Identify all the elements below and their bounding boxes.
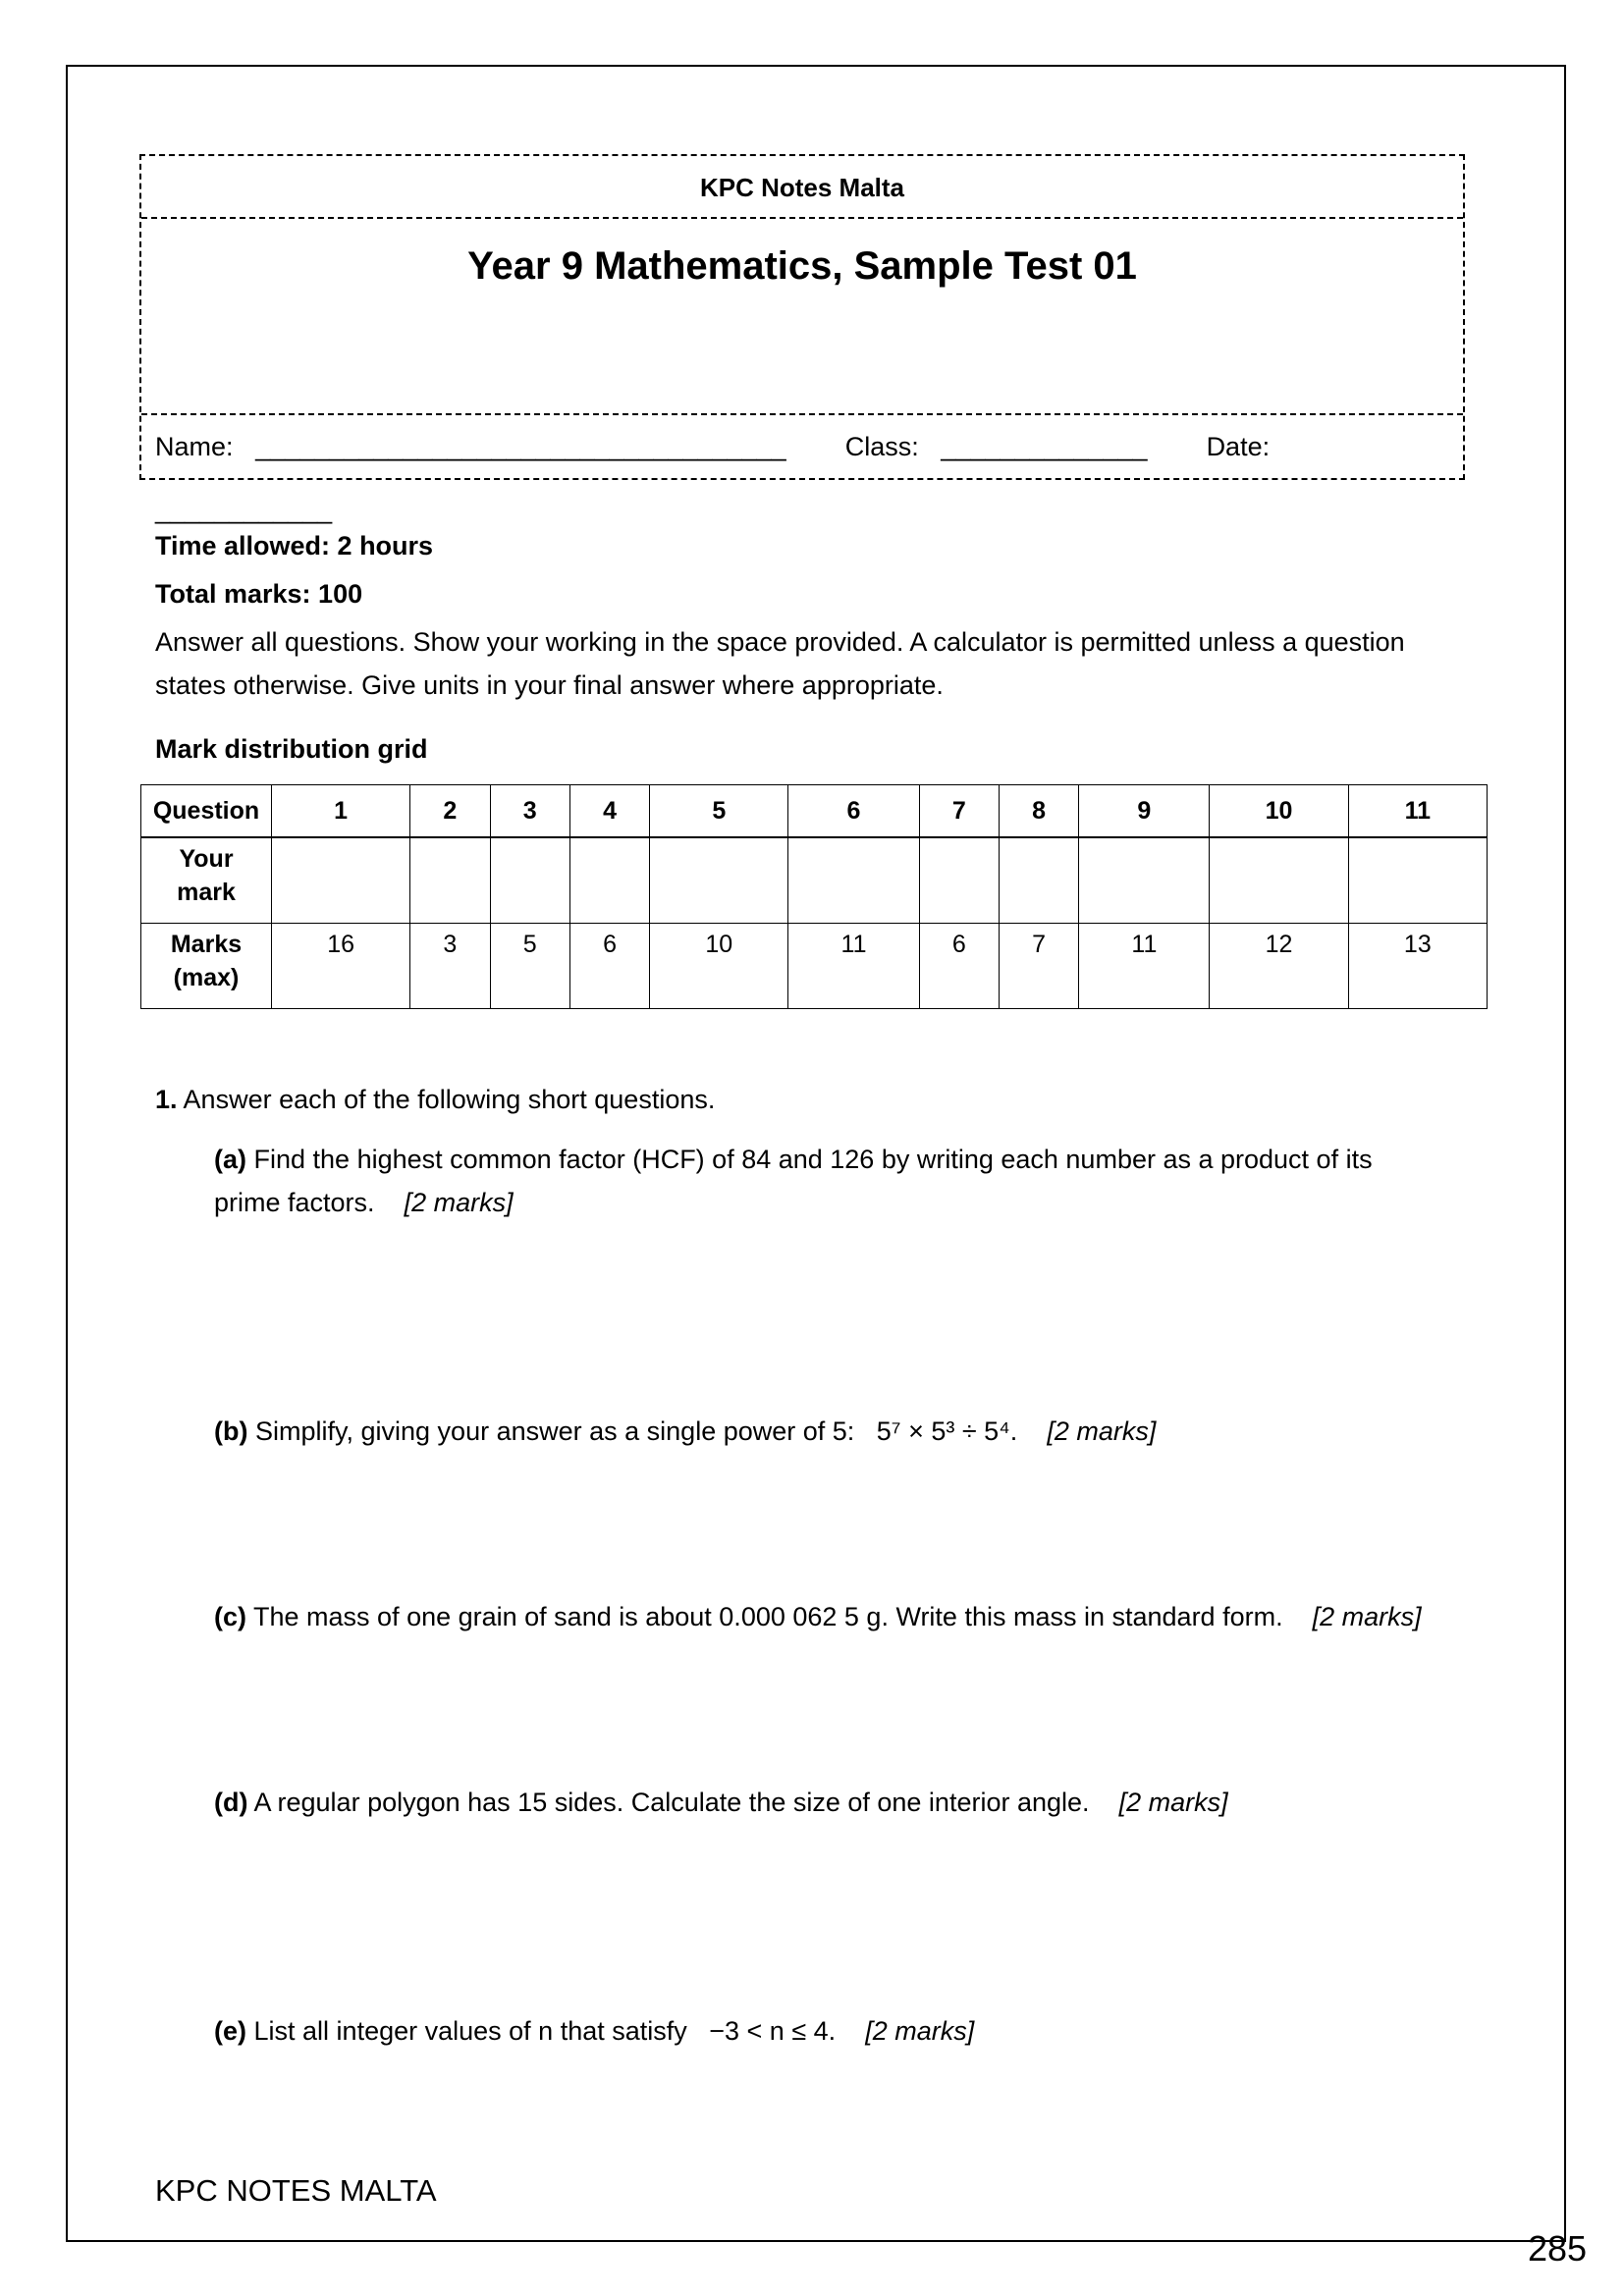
grid-max-mark: 11	[788, 924, 919, 1009]
footer-text: KPC NOTES MALTA	[155, 2173, 437, 2208]
part-marks: [2 marks]	[404, 1188, 514, 1217]
instructions-line-2: states otherwise. Give units in your final answer where appropriate.	[155, 670, 944, 700]
part-label: (e)	[214, 2016, 246, 2046]
time-allowed: Time allowed: 2 hours	[155, 531, 434, 561]
part-text: A regular polygon has 15 sides. Calculate the size of one interior angle.	[253, 1788, 1090, 1817]
name-label: Name:	[155, 432, 234, 461]
school-name: KPC Notes Malta	[141, 156, 1463, 219]
grid-row-label-line: Marks	[170, 931, 243, 958]
grid-question-number: 6	[788, 785, 919, 838]
part-marks: [2 marks]	[865, 2016, 975, 2046]
part-marks: [2 marks]	[1118, 1788, 1228, 1817]
part-marks: [2 marks]	[1312, 1602, 1422, 1631]
question-1e	[214, 2009, 974, 2053]
mark-distribution-grid	[140, 784, 1488, 1009]
name-line[interactable]: ____________________________________	[255, 432, 786, 461]
part-text: Find the highest common factor (HCF) of 84 and 126 by writing each number as a product of its	[253, 1145, 1373, 1174]
question-text: Answer each of the following short questions.	[183, 1085, 716, 1114]
grid-mark-cell[interactable]	[999, 837, 1078, 924]
grid-mark-cell[interactable]	[490, 837, 569, 924]
grid-question-number: 1	[272, 785, 410, 838]
student-fields	[141, 415, 1463, 524]
question-1a	[214, 1138, 1373, 1224]
header-box	[139, 154, 1465, 524]
grid-mark-cell[interactable]	[788, 837, 919, 924]
total-marks: Total marks: 100	[155, 579, 363, 609]
grid-max-mark: 13	[1348, 924, 1487, 1009]
grid-your-mark-row	[141, 837, 1488, 924]
grid-row-label: Question	[141, 785, 272, 838]
part-text: The mass of one grain of sand is about 0.000 062 5 g. Write this mass in standard form.	[253, 1602, 1283, 1631]
part-text: List all integer values of n that satisfy −3 < n ≤ 4.	[253, 2016, 837, 2046]
grid-mark-cell[interactable]	[1079, 837, 1210, 924]
grid-max-mark: 10	[650, 924, 788, 1009]
part-label: (a)	[214, 1145, 246, 1174]
question-1b	[214, 1410, 1156, 1453]
grid-mark-cell[interactable]	[272, 837, 410, 924]
grid-question-number: 11	[1348, 785, 1487, 838]
date-line[interactable]: ____________	[155, 495, 333, 524]
question-1-intro	[155, 1078, 715, 1121]
grid-mark-cell[interactable]	[919, 837, 999, 924]
grid-question-number: 4	[569, 785, 649, 838]
grid-question-number: 5	[650, 785, 788, 838]
part-text: Simplify, giving your answer as a single power of 5: 5⁷ × 5³ ÷ 5⁴.	[255, 1416, 1018, 1446]
grid-mark-cell[interactable]	[1348, 837, 1487, 924]
grid-max-mark: 11	[1079, 924, 1210, 1009]
grid-max-mark: 12	[1210, 924, 1348, 1009]
grid-question-number: 8	[999, 785, 1078, 838]
grid-question-number: 9	[1079, 785, 1210, 838]
grid-question-number: 2	[410, 785, 490, 838]
part-marks: [2 marks]	[1047, 1416, 1157, 1446]
grid-max-mark: 3	[410, 924, 490, 1009]
part-text: prime factors.	[214, 1188, 375, 1217]
grid-mark-cell[interactable]	[569, 837, 649, 924]
grid-max-mark: 7	[999, 924, 1078, 1009]
grid-question-row	[141, 785, 1488, 838]
grid-mark-cell[interactable]	[650, 837, 788, 924]
grid-row-label-line: (max)	[173, 964, 240, 991]
grid-row-label-line: mark	[177, 879, 236, 906]
grid-question-number: 7	[919, 785, 999, 838]
question-number: 1.	[155, 1085, 178, 1114]
class-label: Class:	[844, 432, 919, 461]
page-number: 285	[1528, 2228, 1588, 2269]
part-label: (d)	[214, 1788, 248, 1817]
test-title: Year 9 Mathematics, Sample Test 01	[141, 219, 1463, 415]
grid-question-number: 10	[1210, 785, 1348, 838]
grid-max-mark: 5	[490, 924, 569, 1009]
grid-row-label-line: Your	[179, 845, 234, 873]
grid-question-number: 3	[490, 785, 569, 838]
part-label: (c)	[214, 1602, 246, 1631]
grid-max-marks-row	[141, 924, 1488, 1009]
date-label: Date:	[1206, 432, 1271, 461]
class-line[interactable]: ______________	[941, 432, 1148, 461]
grid-row-label	[141, 924, 272, 1009]
instructions-line-1: Answer all questions. Show your working in the space provided. A calculator is permitted unless a question	[155, 627, 1405, 657]
grid-title: Mark distribution grid	[155, 734, 428, 764]
grid-row-label	[141, 837, 272, 924]
grid-mark-cell[interactable]	[1210, 837, 1348, 924]
question-1c	[214, 1595, 1422, 1638]
grid-max-mark: 16	[272, 924, 410, 1009]
grid-mark-cell[interactable]	[410, 837, 490, 924]
question-1d	[214, 1781, 1228, 1824]
part-label: (b)	[214, 1416, 248, 1446]
grid-max-mark: 6	[919, 924, 999, 1009]
grid-max-mark: 6	[569, 924, 649, 1009]
